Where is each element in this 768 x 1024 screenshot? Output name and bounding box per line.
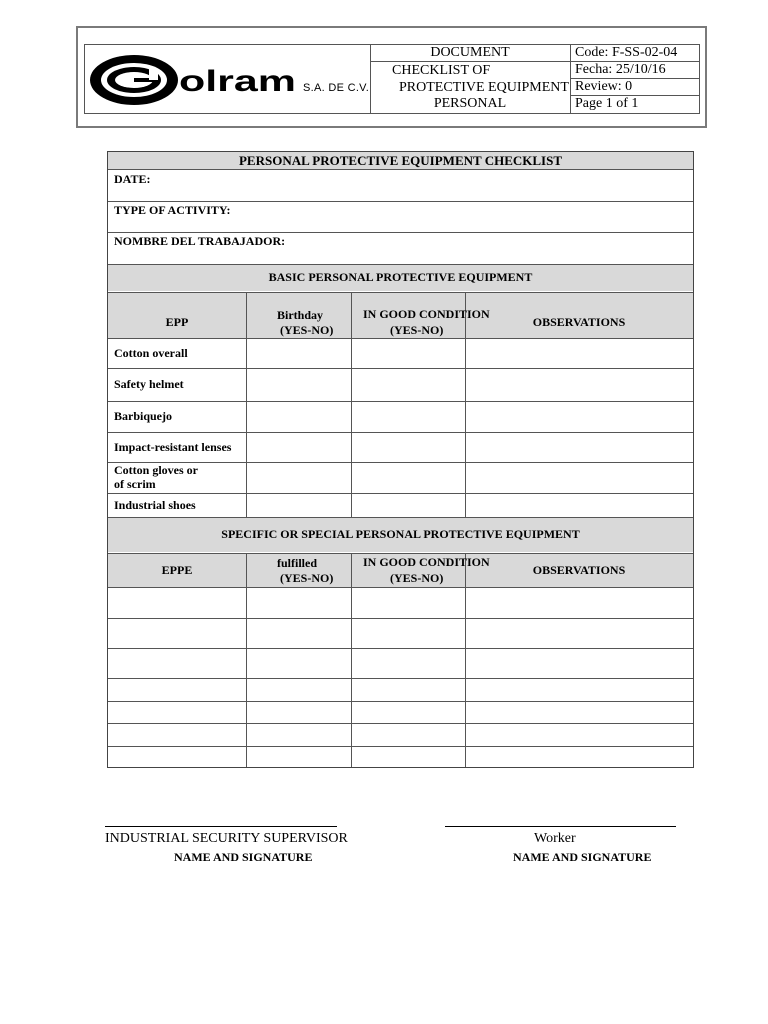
worker-role: Worker bbox=[534, 831, 576, 846]
worker-signature-line bbox=[445, 826, 676, 827]
company-logo bbox=[89, 51, 304, 109]
epp-item: of scrim bbox=[114, 477, 156, 491]
company-suffix: S.A. DE C.V. bbox=[303, 82, 370, 94]
document-date: Fecha: 25/10/16 bbox=[570, 62, 699, 79]
col-birthday: Birthday bbox=[277, 308, 324, 322]
col-condition: IN GOOD CONDITION bbox=[363, 555, 490, 569]
epp-item: Safety helmet bbox=[114, 377, 184, 391]
epp-item: Industrial shoes bbox=[114, 498, 196, 512]
col-observations: OBSERVATIONS bbox=[532, 315, 626, 329]
supervisor-name-signature: NAME AND SIGNATURE bbox=[174, 850, 313, 864]
col-condition: IN GOOD CONDITION bbox=[363, 307, 490, 321]
col-eppe: EPPE bbox=[161, 563, 193, 577]
document-title-line1: CHECKLIST OF bbox=[392, 63, 491, 78]
col-fulfilled: fulfilled bbox=[277, 556, 318, 570]
epp-item: Barbiquejo bbox=[114, 409, 173, 423]
supervisor-role: INDUSTRIAL SECURITY SUPERVISOR bbox=[105, 831, 348, 846]
header-table bbox=[84, 44, 700, 114]
document-title-cell bbox=[370, 45, 571, 113]
document-code: Code: F-SS-02-04 bbox=[570, 45, 699, 62]
checklist-table bbox=[107, 151, 694, 768]
col-condition-yes-no: (YES-NO) bbox=[390, 323, 444, 337]
worker-name-signature: NAME AND SIGNATURE bbox=[513, 850, 652, 864]
document-review: Review: 0 bbox=[570, 79, 699, 96]
col-observations: OBSERVATIONS bbox=[532, 563, 626, 577]
checklist-title: PERSONAL PROTECTIVE EQUIPMENT CHECKLIST bbox=[238, 153, 563, 168]
document-label: DOCUMENT bbox=[430, 45, 510, 60]
activity-label: TYPE OF ACTIVITY: bbox=[114, 203, 231, 217]
basic-section-title: BASIC PERSONAL PROTECTIVE EQUIPMENT bbox=[268, 270, 533, 284]
date-label: DATE: bbox=[114, 172, 151, 186]
worker-name-label: NOMBRE DEL TRABAJADOR: bbox=[114, 234, 286, 248]
document-title-line2: PROTECTIVE EQUIPMENT bbox=[399, 80, 569, 95]
epp-item: Cotton gloves or bbox=[114, 463, 198, 477]
supervisor-signature-line bbox=[105, 826, 337, 827]
col-epp: EPP bbox=[165, 315, 189, 329]
col-fulfilled-yes-no: (YES-NO) bbox=[280, 571, 334, 585]
document-meta-cell bbox=[570, 45, 699, 113]
epp-item: Impact-resistant lenses bbox=[114, 440, 232, 454]
col-condition-yes-no: (YES-NO) bbox=[390, 571, 444, 585]
document-page: Page 1 of 1 bbox=[575, 96, 639, 111]
epp-item: Cotton overall bbox=[114, 346, 188, 360]
document-title-line3: PERSONAL bbox=[433, 96, 507, 111]
logo-wordmark: olram bbox=[179, 65, 296, 98]
col-birthday-yes-no: (YES-NO) bbox=[280, 323, 334, 337]
special-section-title: SPECIFIC OR SPECIAL PERSONAL PROTECTIVE EQUIPMENT bbox=[221, 527, 580, 541]
logo-cell bbox=[85, 45, 371, 113]
